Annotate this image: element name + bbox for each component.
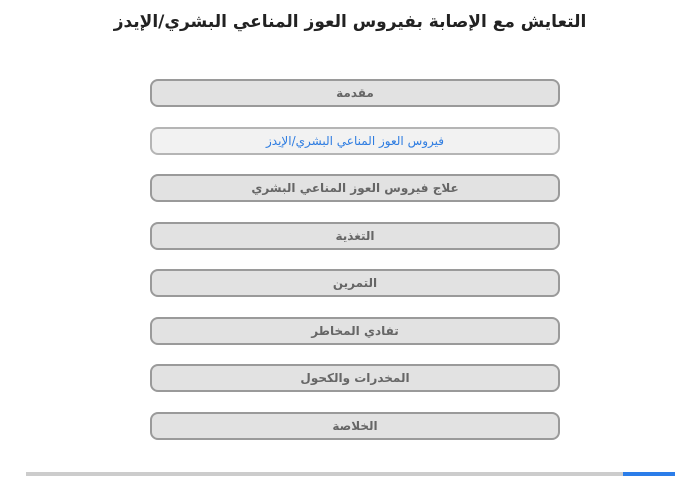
- menu-item-nutrition[interactable]: التغذية: [150, 222, 560, 250]
- menu-item-summary[interactable]: الخلاصة: [150, 412, 560, 440]
- menu-item-avoiding-risks[interactable]: تفادي المخاطر: [150, 317, 560, 345]
- menu-item-hiv-treatment[interactable]: علاج فيروس العوز المناعي البشري: [150, 174, 560, 202]
- menu-item-hiv-aids[interactable]: فيروس العوز المناعي البشري/الإيدز: [150, 127, 560, 155]
- page-title: التعايش مع الإصابة بفيروس العوز المناعي البشري/الإيدز: [113, 12, 587, 32]
- menu-item-exercise[interactable]: التمرين: [150, 269, 560, 297]
- progress-bar-fill: [623, 472, 675, 476]
- menu-item-introduction[interactable]: مقدمة: [150, 79, 560, 107]
- progress-bar: [26, 472, 675, 476]
- menu-item-drugs-alcohol[interactable]: المخدرات والكحول: [150, 364, 560, 392]
- chapter-menu: [150, 79, 560, 459]
